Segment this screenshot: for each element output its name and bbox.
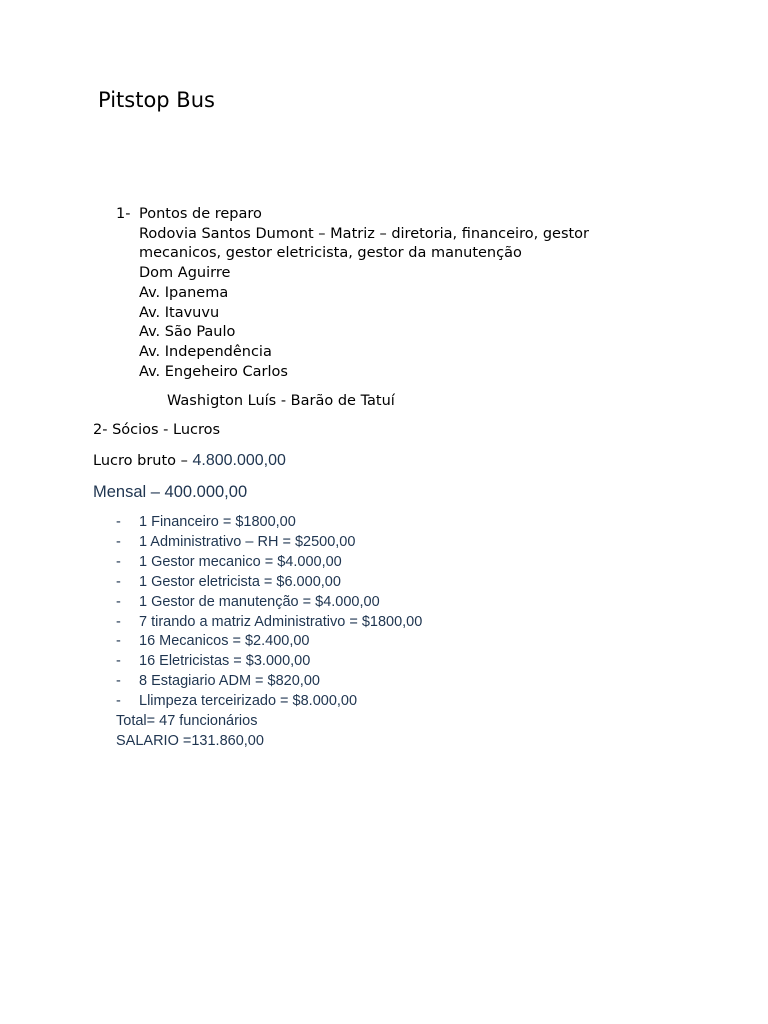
- salary-list: [116, 513, 422, 752]
- list-item: Dom Aguirre: [139, 265, 231, 282]
- list-item: [116, 652, 422, 672]
- list-item: Rodovia Santos Dumont – Matriz – diretoria, financeiro, gestor: [139, 225, 590, 242]
- list-item-text: 1 Gestor mecanico = $4.000,00: [139, 553, 342, 570]
- list-item: Av. São Paulo: [139, 324, 236, 341]
- section-heading: 2- Sócios - Lucros: [93, 422, 221, 438]
- list-item: [116, 613, 422, 633]
- list-item: Av. Independência: [139, 343, 272, 360]
- bullet-dash: -: [116, 553, 121, 570]
- list-item: Av. Itavuvu: [139, 304, 220, 321]
- list-item: [116, 672, 422, 692]
- bullet-dash: -: [116, 573, 121, 590]
- list-item-text: 7 tirando a matriz Administrativo = $1800,00: [139, 613, 423, 630]
- extra-location: Washigton Luís - Barão de Tatuí: [167, 393, 395, 409]
- bullet-dash: -: [116, 673, 121, 690]
- list-item-text: 1 Gestor eletricista = $6.000,00: [139, 573, 341, 590]
- bullet-dash: -: [116, 613, 121, 630]
- list-item: Av. Ipanema: [139, 284, 229, 301]
- employee-total: Total= 47 funcionários: [116, 713, 258, 730]
- list-item: [116, 692, 422, 712]
- bullet-dash: -: [116, 533, 121, 550]
- document-title: Pitstop Bus: [98, 88, 215, 112]
- list-item: Av. Engeheiro Carlos: [139, 363, 288, 380]
- list-item: [116, 632, 422, 652]
- list-item: [116, 593, 422, 613]
- bullet-dash: -: [116, 514, 121, 530]
- list-item: Pontos de reparo: [139, 206, 262, 222]
- salary-total: SALARIO =131.860,00: [116, 732, 264, 749]
- list-item: mecanicos, gestor eletricista, gestor da manutenção: [139, 245, 522, 262]
- list-item-text: 8 Estagiario ADM = $820,00: [139, 673, 320, 690]
- bullet-dash: -: [116, 633, 121, 650]
- repair-points-list: [116, 205, 639, 382]
- bullet-dash: -: [116, 593, 121, 610]
- bullet-dash: -: [116, 693, 121, 710]
- list-item-text: 1 Gestor de manutenção = $4.000,00: [139, 593, 380, 610]
- gross-profit-value: 4.800.000,00: [192, 452, 286, 469]
- list-item-text: 1 Administrativo – RH = $2500,00: [139, 533, 356, 550]
- list-item-text: 1 Financeiro = $1800,00: [139, 514, 296, 530]
- gross-profit-label: Lucro bruto –: [93, 453, 193, 469]
- list-item: [116, 513, 422, 533]
- list-item: [116, 533, 422, 553]
- list-item: [116, 573, 422, 593]
- list-item-text: 16 Mecanicos = $2.400,00: [139, 633, 310, 650]
- monthly-line: Mensal – 400.000,00: [93, 483, 248, 501]
- list-item-text: 16 Eletricistas = $3.000,00: [139, 653, 311, 670]
- bullet-dash: -: [116, 653, 121, 670]
- gross-profit-line: [93, 451, 286, 471]
- repair-points-body: [139, 205, 639, 382]
- list-number: 1-: [116, 206, 131, 222]
- list-item-text: Llimpeza terceirizado = $8.000,00: [139, 693, 358, 710]
- list-item: [116, 553, 422, 573]
